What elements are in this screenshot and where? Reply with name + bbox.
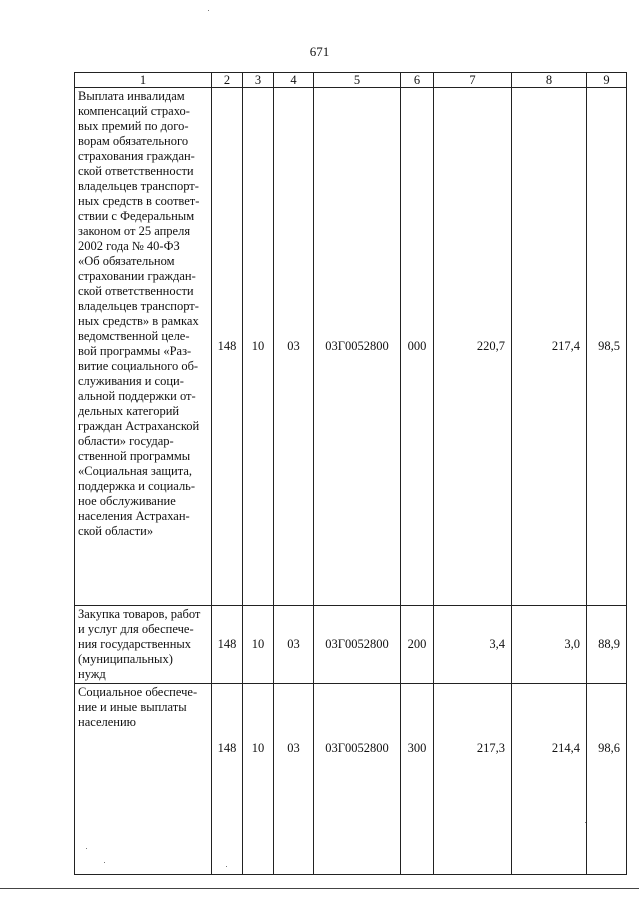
cell-c4: 03 — [274, 88, 314, 606]
cell-c8: 214,4 — [512, 684, 587, 875]
cell-c8: 217,4 — [512, 88, 587, 606]
cell-c3: 10 — [243, 88, 274, 606]
scan-speck — [86, 848, 87, 849]
cell-c5: 03Г0052800 — [314, 684, 401, 875]
header-row — [75, 73, 627, 88]
cell-c2: 148 — [212, 88, 243, 606]
cell-c5: 03Г0052800 — [314, 606, 401, 684]
page-number: 671 — [309, 44, 330, 59]
cell-c4: 03 — [274, 684, 314, 875]
table-row — [75, 684, 627, 875]
header-cell: 2 — [212, 73, 243, 88]
row-name: Социальное обеспече- ние и иные выплаты населению — [75, 684, 212, 875]
scan-speck — [226, 866, 227, 867]
header-cell: 5 — [314, 73, 401, 88]
budget-table — [74, 72, 627, 875]
header-cell: 8 — [512, 73, 587, 88]
cell-c6: 300 — [401, 684, 434, 875]
cell-c7: 220,7 — [434, 88, 512, 606]
cell-c7: 217,3 — [434, 684, 512, 875]
row-name: Выплата инвалидам компенсаций страхо- вых премий по дого- ворам обязательного страхования граждан- ской ответственности владельцев транспорт- ных средств в соответ- ствии с Федеральным законом от 25 апреля 2002 года № 40-ФЗ «Об обязательном страховании граждан- ской ответственности владельцев транспорт- ных средств» в рамках ведомственной целе- вой программы «Раз- витие социального об- служивания и соци- альной поддержки от- дельных категорий граждан Астраханской области» государ- ственной программы «Социальная защита, поддержка и социаль- ное обслуживание населения Астрахан- ской области» — [75, 88, 212, 606]
cell-c3: 10 — [243, 684, 274, 875]
table-row — [75, 88, 627, 606]
cell-c2: 148 — [212, 684, 243, 875]
table-row — [75, 606, 627, 684]
cell-c6: 000 — [401, 88, 434, 606]
scan-speck — [585, 822, 586, 823]
header-cell: 9 — [587, 73, 627, 88]
cell-c8: 3,0 — [512, 606, 587, 684]
header-cell: 6 — [401, 73, 434, 88]
scan-speck — [104, 862, 105, 863]
header-cell: 3 — [243, 73, 274, 88]
scan-speck — [208, 10, 209, 11]
bottom-rule — [0, 888, 639, 889]
header-cell: 4 — [274, 73, 314, 88]
cell-c6: 200 — [401, 606, 434, 684]
row-name: Закупка товаров, работ и услуг для обеспече- ния государственных (муниципальных) нужд — [75, 606, 212, 684]
cell-c9: 88,9 — [587, 606, 627, 684]
cell-c4: 03 — [274, 606, 314, 684]
cell-c9: 98,5 — [587, 88, 627, 606]
cell-c3: 10 — [243, 606, 274, 684]
cell-c2: 148 — [212, 606, 243, 684]
cell-c9: 98,6 — [587, 684, 627, 875]
header-cell: 1 — [75, 73, 212, 88]
cell-c7: 3,4 — [434, 606, 512, 684]
cell-c5: 03Г0052800 — [314, 88, 401, 606]
header-cell: 7 — [434, 73, 512, 88]
